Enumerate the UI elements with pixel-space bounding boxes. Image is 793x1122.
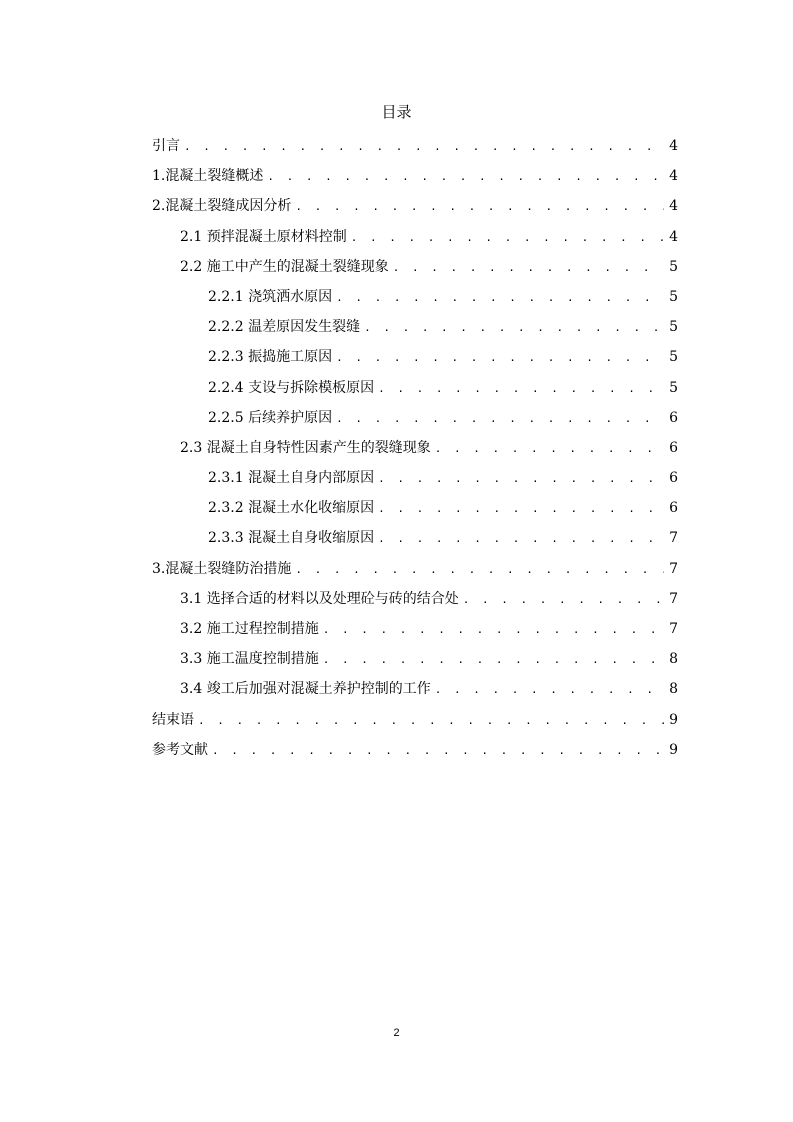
toc-entry-label: 3.混凝土裂缝防治措施	[152, 560, 292, 577]
toc-dot-leader	[323, 615, 664, 645]
toc-entry-label: 3.2 施工过程控制措施	[180, 621, 319, 637]
toc-dot-leader	[378, 374, 664, 404]
toc-dot-leader	[378, 464, 664, 494]
toc-entry-page: 5	[669, 319, 678, 336]
toc-entry-label: 2.2.1 浇筑洒水原因	[208, 288, 333, 305]
toc-entry-section-2-2-4[interactable]	[152, 373, 678, 403]
toc-entry-references[interactable]	[152, 735, 678, 765]
toc-entry-page: 7	[669, 560, 678, 577]
toc-entry-label: 2.混凝土裂缝成因分析	[152, 198, 292, 215]
toc-entry-page: 9	[669, 711, 678, 728]
toc-dot-leader	[393, 253, 664, 283]
toc-entry-section-2[interactable]	[152, 191, 678, 221]
toc-entry-label: 2.3.2 混凝土水化收缩原因	[208, 500, 375, 517]
toc-entry-section-2-3-2[interactable]	[152, 493, 678, 523]
toc-dot-leader	[336, 283, 664, 313]
toc-entry-label: 2.3.1 混凝土自身内部原因	[208, 470, 375, 487]
toc-entry-page: 9	[669, 741, 678, 758]
toc-dot-leader	[323, 645, 664, 675]
toc-dot-leader	[212, 736, 664, 766]
toc-entry-page: 5	[669, 288, 678, 305]
toc-entry-page: 4	[669, 138, 678, 154]
toc-entry-page: 6	[669, 470, 678, 487]
toc-entry-page: 6	[669, 439, 678, 456]
toc-entry-label: 3.1 选择合适的材料以及处理砼与砖的结合处	[180, 590, 459, 607]
toc-entry-page: 4	[669, 198, 678, 215]
toc-entry-page: 5	[669, 258, 678, 275]
toc-entry-label: 2.3.3 混凝土自身收缩原因	[208, 530, 375, 547]
toc-entry-section-2-3[interactable]	[152, 433, 678, 463]
toc-entry-section-1[interactable]	[152, 161, 678, 191]
toc-entry-page: 4	[669, 168, 678, 185]
toc-dot-leader	[295, 555, 664, 585]
toc-dot-leader	[463, 585, 664, 615]
toc-dot-leader	[378, 524, 664, 554]
toc-dot-leader	[435, 675, 664, 705]
toc-dot-leader	[336, 404, 664, 434]
toc-entry-label: 3.3 施工温度控制措施	[180, 651, 319, 668]
toc-entry-section-2-3-3[interactable]	[152, 523, 678, 553]
toc-entry-section-2-2-2[interactable]	[152, 312, 678, 342]
toc-dot-leader	[378, 494, 664, 524]
toc-title: 目录	[381, 103, 412, 121]
toc-entry-page: 4	[669, 228, 678, 245]
toc-entry-page: 8	[669, 681, 678, 698]
toc-dot-leader	[184, 132, 664, 162]
toc-entry-section-2-3-1[interactable]	[152, 463, 678, 493]
toc-entry-label: 2.2.5 后续养护原因	[208, 409, 333, 426]
toc-entry-section-2-2-5[interactable]	[152, 403, 678, 433]
page-number: 2	[393, 1027, 400, 1039]
toc-entry-page: 5	[669, 349, 678, 366]
toc-entry-label: 引言	[152, 138, 180, 154]
toc-entry-section-3-2[interactable]	[152, 614, 678, 644]
toc-dot-leader	[198, 706, 664, 736]
toc-entry-section-2-2-3[interactable]	[152, 342, 678, 372]
toc-entry-page: 7	[669, 621, 678, 637]
toc-entry-section-2-2[interactable]	[152, 252, 678, 282]
toc-entry-label: 3.4 竣工后加强对混凝土养护控制的工作	[180, 681, 431, 698]
toc-entry-section-3-1[interactable]	[152, 584, 678, 614]
toc-entry-introduction[interactable]	[152, 131, 678, 161]
toc-entry-page: 7	[669, 530, 678, 547]
toc-entry-page: 5	[669, 379, 678, 396]
toc-entry-label: 2.2.2 温差原因发生裂缝	[208, 319, 361, 336]
toc-entry-label: 2.2.4 支设与拆除模板原因	[208, 379, 375, 396]
toc-dot-leader	[295, 192, 664, 222]
toc-dot-leader	[351, 223, 664, 253]
toc-entry-page: 6	[669, 409, 678, 426]
toc-entry-section-3[interactable]	[152, 554, 678, 584]
toc-entry-page: 6	[669, 500, 678, 517]
toc-entry-label: 1.混凝土裂缝概述	[152, 168, 264, 185]
toc-entry-conclusion[interactable]	[152, 705, 678, 735]
toc-entry-page: 7	[669, 590, 678, 607]
toc-dot-leader	[364, 313, 664, 343]
toc-entry-label: 参考文献	[152, 741, 208, 758]
toc-entry-section-3-3[interactable]	[152, 644, 678, 674]
table-of-contents	[152, 131, 678, 765]
toc-dot-leader	[435, 434, 664, 464]
toc-entry-page: 8	[669, 651, 678, 668]
toc-entry-label: 2.1 预拌混凝土原材料控制	[180, 228, 347, 245]
toc-dot-leader	[336, 343, 664, 373]
toc-entry-label: 2.2 施工中产生的混凝土裂缝现象	[180, 258, 389, 275]
toc-entry-label: 2.2.3 振捣施工原因	[208, 349, 333, 366]
toc-entry-label: 2.3 混凝土自身特性因素产生的裂缝现象	[180, 439, 431, 456]
toc-entry-section-3-4[interactable]	[152, 674, 678, 704]
toc-entry-section-2-2-1[interactable]	[152, 282, 678, 312]
toc-entry-label: 结束语	[152, 711, 194, 728]
toc-entry-section-2-1[interactable]	[152, 222, 678, 252]
toc-dot-leader	[267, 162, 664, 192]
